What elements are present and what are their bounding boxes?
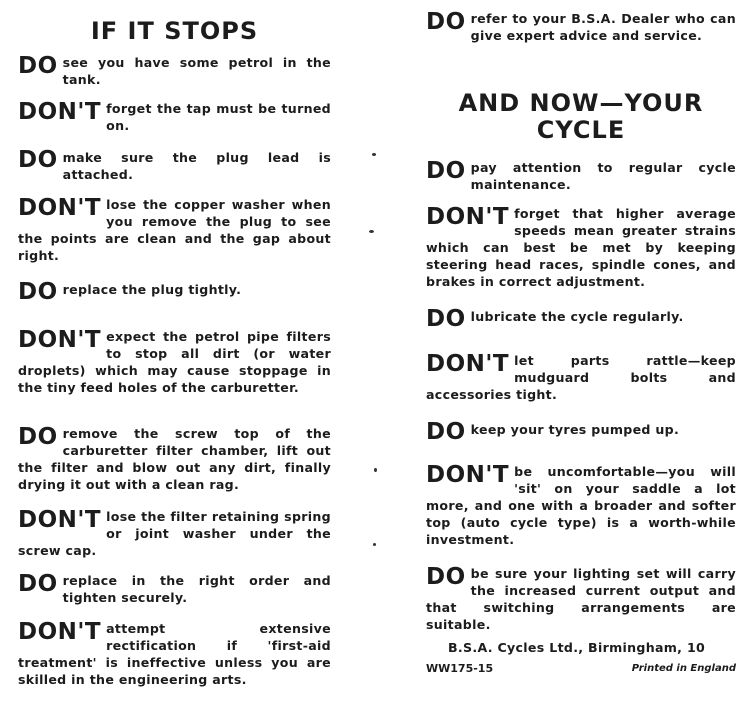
entry-text: forget the tap must be turned on. [106, 101, 331, 133]
entry-text: lose the copper washer when you remove the plug to see the points are clean and the gap about right. [18, 197, 331, 263]
list-item [426, 352, 736, 403]
entry-text: attempt extensive rectification if 'first-aid treatment' is ineffective unless you are skilled in the engineering arts. [18, 621, 331, 687]
entry-keyword: DO [426, 306, 466, 332]
entry-text: let parts rattle—keep mudguard bolts and accessories tight. [426, 353, 736, 402]
print-speck [373, 543, 376, 546]
entry-keyword: DON'T [426, 204, 510, 230]
print-speck [372, 153, 376, 156]
entry-keyword: DON'T [426, 351, 510, 377]
entry-keyword: DO [18, 279, 58, 305]
footer-code: WW175-15 [426, 662, 494, 675]
list-item [18, 54, 331, 88]
entry-text: replace in the right order and tighten securely. [62, 573, 331, 605]
footer-printed: Printed in England [631, 663, 736, 674]
entry-text: be uncomfortable—you will 'sit' on your saddle a lot more, and one with a broader and softer top (auto cycle type) is a worth-while investment. [426, 464, 736, 547]
list-item [426, 307, 736, 331]
list-item [18, 100, 331, 134]
entry-keyword: DO [18, 424, 58, 450]
list-item [18, 148, 331, 183]
list-item [18, 572, 331, 606]
entry-keyword: DON'T [426, 462, 510, 488]
entry-keyword: DON'T [18, 507, 102, 533]
entry-keyword: DON'T [18, 327, 102, 353]
list-item [18, 508, 331, 559]
cycle-heading-line1: AND NOW—YOUR [458, 89, 704, 117]
entry-keyword: DO [426, 419, 466, 445]
entry-text: replace the plug tightly. [62, 282, 242, 297]
entry-keyword: DO [18, 147, 58, 173]
list-item [18, 328, 331, 396]
list-item [18, 280, 331, 304]
entry-keyword: DON'T [18, 99, 102, 125]
list-item [426, 205, 736, 290]
entry-text: keep your tyres pumped up. [470, 422, 680, 437]
entry-keyword: DON'T [18, 195, 102, 221]
list-item [18, 196, 331, 264]
entry-keyword: DO [18, 571, 58, 597]
entry-text: forget that higher average speeds mean greater strains which can best be met by keeping steering head races, spindle cones, and brakes in correct adjustment. [426, 206, 736, 289]
entry-text: lubricate the cycle regularly. [470, 309, 684, 324]
entry-keyword: DO [18, 53, 58, 79]
entry-text: see you have some petrol in the tank. [62, 55, 331, 87]
entry-text: be sure your lighting set will carry the increased current output and that switching arrangements are suitable. [426, 566, 736, 632]
entry-keyword: DON'T [18, 619, 102, 645]
cycle-heading-line2: CYCLE [536, 116, 626, 144]
footer-company: B.S.A. Cycles Ltd., Birmingham, 10 [448, 640, 706, 655]
entry-text: lose the filter retaining spring or joint washer under the screw cap. [18, 509, 331, 558]
print-speck [369, 230, 374, 233]
entry-keyword: DO [426, 158, 466, 184]
list-item [18, 620, 331, 688]
if-it-stops-heading: IF IT STOPS [90, 17, 259, 45]
entry-text: remove the screw top of the carburetter filter chamber, lift out the filter and blow out any dirt, finally drying it out with a clean rag. [18, 426, 331, 492]
list-item [426, 463, 736, 548]
list-item [426, 420, 736, 444]
list-item [18, 425, 331, 493]
entry-keyword: DO [426, 564, 466, 590]
entry-text: make sure the plug lead is attached. [62, 150, 331, 182]
entry-text: refer to your B.S.A. Dealer who can give expert advice and service. [470, 11, 736, 43]
entry-text: pay attention to regular cycle maintenance. [470, 160, 736, 192]
print-speck [374, 468, 377, 472]
list-item [426, 565, 736, 633]
list-item [426, 10, 736, 44]
list-item [426, 159, 736, 193]
entry-text: expect the petrol pipe filters to stop all dirt (or water droplets) which may cause stoppage in the tiny feed holes of the carburetter. [18, 329, 331, 395]
entry-keyword: DO [426, 9, 466, 35]
